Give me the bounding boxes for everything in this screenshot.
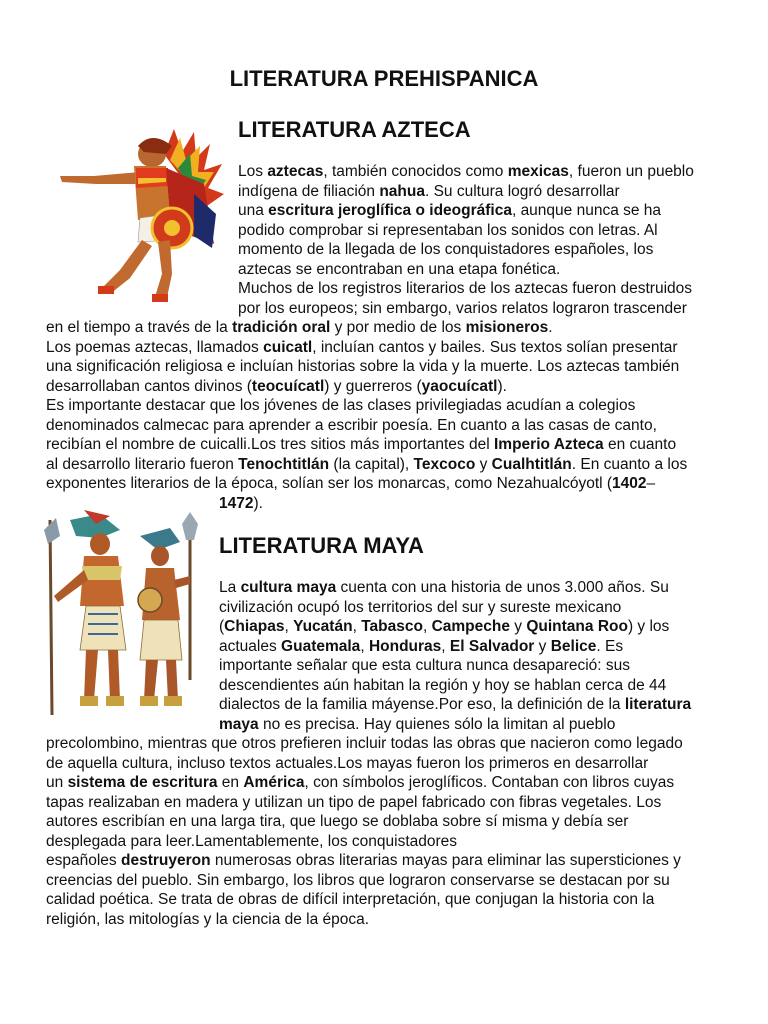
text-run: Es importante destacar que los jóvenes de las clases privilegiadas acudían a colegios: [46, 397, 636, 414]
maya-line: [46, 851, 681, 871]
maya-line: [46, 812, 628, 832]
text-run: desarrollaban cantos divinos (: [46, 377, 252, 395]
maya-line: [219, 695, 691, 715]
page-title: LITERATURA PREHISPANICA: [229, 66, 539, 91]
text-run: tapas realizaban en madera y utilizan un tipo de papel fabricado con fibras vegetales. Los: [46, 793, 662, 811]
maya-line: [219, 637, 623, 657]
maya-line: [219, 578, 669, 598]
azteca-line: [238, 221, 658, 241]
aztec-warrior-illustration: [54, 124, 230, 304]
azteca-line: [46, 377, 507, 397]
maya-line: [46, 734, 683, 754]
text-run: ).: [497, 377, 507, 395]
bold-term: Quintana Roo: [526, 618, 628, 635]
text-run: en: [217, 774, 244, 791]
text-run: ) y los: [627, 618, 670, 635]
text-run: Los poemas aztecas, llamados: [46, 338, 264, 356]
azteca-line: [46, 396, 635, 416]
text-run: ) y guerreros (: [324, 377, 422, 395]
text-run: ,: [360, 637, 369, 655]
text-run: en cuanto: [603, 436, 677, 453]
text-run: precolombino, mientras que otros prefieren incluir todas las obras que nacieron como legado: [46, 735, 683, 752]
bold-term: cultura maya: [240, 579, 337, 596]
maya-line: [46, 773, 674, 793]
text-run: y: [475, 455, 492, 473]
azteca-line: [46, 357, 679, 377]
bold-term: cuicatl: [263, 338, 313, 356]
text-run: . En cuanto a los: [571, 455, 688, 473]
text-run: por los europeos; sin embargo, varios relatos lograron trascender: [238, 299, 687, 317]
bold-term: Tabasco: [361, 618, 423, 635]
bold-term: Belice: [550, 637, 597, 655]
text-run: indígena de filiación: [238, 182, 380, 200]
bold-term: Cualhtitlán: [491, 455, 572, 473]
text-run: Los: [238, 163, 268, 180]
text-run: recibían el nombre de cuicalli.Los tres sitios más importantes del: [46, 436, 494, 453]
bold-term: sistema de escritura: [67, 774, 218, 791]
text-run: dialectos de la familia máyense.Por eso, la definición de la: [219, 696, 625, 713]
azteca-line: [46, 474, 655, 494]
text-run: (la capital),: [329, 455, 414, 473]
bold-term: destruyeron: [120, 852, 211, 869]
bold-term: Guatemala: [281, 637, 361, 655]
text-run: civilización ocupó los territorios del sur y sureste mexicano: [219, 598, 622, 616]
maya-line: [219, 656, 630, 676]
text-run: creencias del pueblo. Sin embargo, los libros que lograron conservarse se destacan por su: [46, 871, 670, 889]
text-run: .: [548, 319, 553, 336]
bold-term: misioneros: [465, 319, 549, 336]
text-run: importante señalar que esta cultura nunca desapareció: sus: [219, 657, 630, 674]
maya-line: [46, 832, 457, 852]
azteca-line: [238, 182, 620, 202]
bold-term: teocuícatl: [251, 377, 325, 395]
azteca-line: [219, 494, 263, 514]
text-run: españoles: [46, 852, 121, 869]
text-run: denominados calmecac para aprender a escribir poesía. En cuanto a las casas de canto,: [46, 416, 657, 434]
maya-line: [46, 871, 670, 891]
text-run: podido comprobar si representaban los sonidos con letras. Al: [238, 221, 658, 239]
text-run: autores escribían en una larga tira, que luego se doblaba sobre sí misma y debía ser: [46, 813, 629, 830]
text-run: aztecas se encontraban en una etapa fonética.: [238, 260, 561, 278]
text-run: una: [238, 202, 269, 219]
text-run: ,: [422, 618, 432, 635]
bold-term: yaocuícatl: [421, 377, 498, 395]
bold-term: Yucatán: [293, 618, 353, 635]
text-run: y: [509, 618, 527, 635]
text-run: , con símbolos jeroglíficos. Contaban con libros cuyas: [304, 774, 675, 791]
azteca-line: [46, 455, 687, 475]
text-run: , aunque nunca se ha: [511, 202, 662, 219]
text-run: ).: [253, 494, 263, 512]
azteca-line: [46, 318, 553, 338]
text-run: –: [646, 475, 656, 492]
text-run: ,: [352, 618, 362, 635]
text-run: . Es: [596, 637, 624, 655]
bold-term: 1402: [612, 475, 647, 492]
text-run: , también conocidos como: [323, 163, 508, 180]
text-run: cuenta con una historia de unos 3.000 años. Su: [336, 579, 669, 596]
azteca-line: [46, 435, 676, 455]
maya-line: [219, 617, 669, 637]
text-run: un: [46, 774, 68, 791]
maya-line: [46, 793, 661, 813]
text-run: y: [534, 637, 551, 655]
bold-term: Campeche: [431, 618, 510, 635]
bold-term: El Salvador: [449, 637, 535, 655]
text-run: al desarrollo literario fueron: [46, 455, 239, 473]
maya-line: [219, 676, 666, 696]
text-run: (: [219, 618, 225, 635]
text-run: no es precisa. Hay quienes sólo la limitan al pueblo: [258, 715, 616, 733]
bold-term: América: [243, 774, 305, 791]
bold-term: Tenochtitlán: [238, 455, 330, 473]
text-run: actuales: [219, 637, 282, 655]
text-run: desplegada para leer.Lamentablemente, los conquistadores: [46, 832, 458, 850]
azteca-line: [238, 260, 560, 280]
text-run: religión, las mitologías y la ciencia de la época.: [46, 910, 370, 928]
text-run: calidad poética. Se trata de obras de difícil interpretación, que conjugan la historia con la: [46, 891, 655, 908]
bold-term: nahua: [379, 182, 425, 200]
text-run: de aquella cultura, incluso textos actuales.Los mayas fueron los primeros en desarrollar: [46, 754, 649, 772]
text-run: , fueron un pueblo: [568, 163, 694, 180]
text-run: y por medio de los: [330, 319, 466, 336]
text-run: ,: [441, 637, 450, 655]
bold-term: maya: [219, 715, 259, 733]
azteca-line: [238, 299, 687, 319]
bold-term: escritura jeroglífica o ideográfica: [268, 202, 512, 219]
bold-term: Texcoco: [413, 455, 476, 473]
bold-term: Chiapas: [224, 618, 285, 635]
text-run: . Su cultura logró desarrollar: [424, 182, 620, 200]
maya-heading: LITERATURA MAYA: [219, 533, 424, 558]
azteca-heading: LITERATURA AZTECA: [238, 117, 471, 142]
bold-term: Honduras: [368, 637, 442, 655]
text-run: ,: [284, 618, 294, 635]
bold-term: mexicas: [507, 163, 569, 180]
azteca-line: [238, 279, 692, 299]
azteca-line: [46, 416, 657, 436]
text-run: descendientes aún habitan la región y hoy se hablan cerca de 44: [219, 676, 667, 694]
text-run: momento de la llegada de los conquistadores españoles, los: [238, 241, 654, 258]
text-run: una significación religiosa e incluían historias sobre la vida y la muerte. Los aztecas también: [46, 358, 680, 375]
text-run: , incluían cantos y bailes. Sus textos solían presentar: [312, 338, 678, 356]
maya-line: [219, 598, 621, 618]
text-run: en el tiempo a través de la: [46, 319, 233, 336]
maya-line: [219, 715, 615, 735]
azteca-line: [238, 240, 653, 260]
text-run: numerosas obras literarias mayas para eliminar las supersticiones y: [210, 852, 681, 869]
maya-line: [46, 890, 654, 910]
bold-term: 1472: [219, 494, 254, 512]
azteca-line: [238, 201, 661, 221]
bold-term: tradición oral: [232, 319, 331, 336]
maya-line: [46, 910, 369, 930]
azteca-line: [238, 162, 694, 182]
text-run: La: [219, 579, 241, 596]
bold-term: aztecas: [267, 163, 324, 180]
text-run: exponentes literarios de la época, solían ser los monarcas, como Nezahualcóyotl (: [46, 475, 613, 492]
maya-line: [46, 754, 648, 774]
bold-term: literatura: [624, 696, 692, 713]
azteca-line: [46, 338, 678, 358]
maya-figures-illustration: [40, 510, 212, 720]
text-run: Muchos de los registros literarios de los aztecas fueron destruidos: [238, 280, 693, 297]
bold-term: Imperio Azteca: [493, 436, 604, 453]
